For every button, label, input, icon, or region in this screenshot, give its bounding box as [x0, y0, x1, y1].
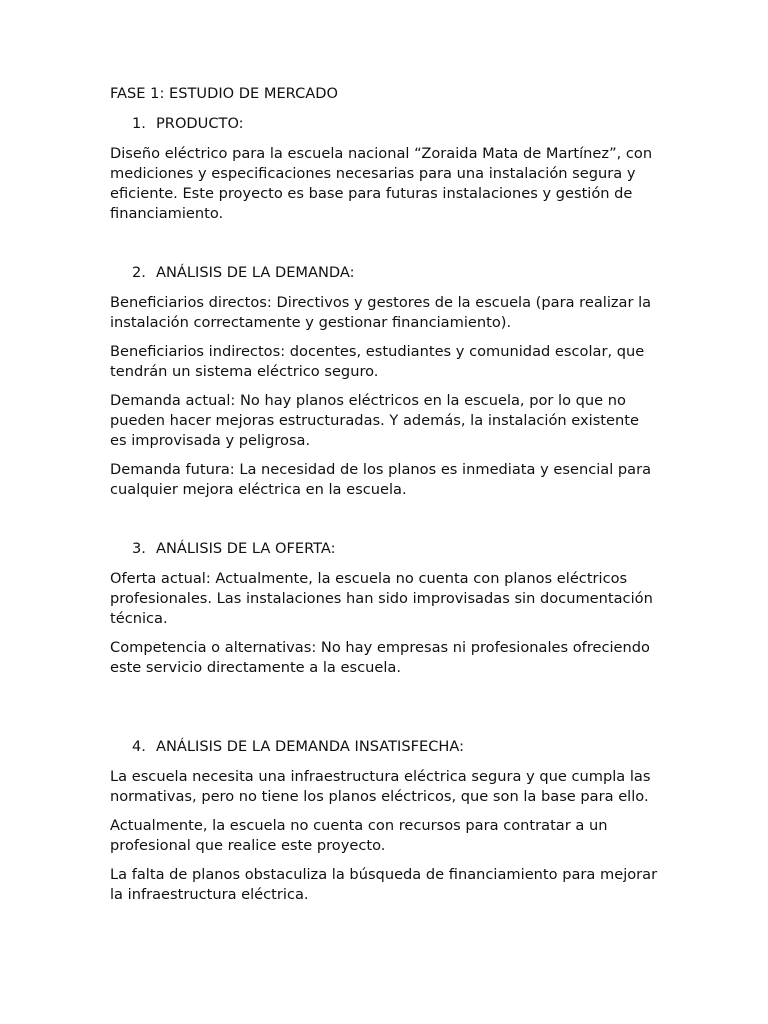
- section-spacer: [110, 687, 658, 737]
- section-heading-text: ANÁLISIS DE LA OFERTA:: [156, 540, 336, 557]
- section-number: 1.: [132, 115, 146, 132]
- document-page: [110, 84, 658, 914]
- section-heading-demanda: [110, 263, 658, 283]
- paragraph: Competencia o alternativas: No hay empresas ni profesionales ofreciendo este servicio directamente a la escuela.: [110, 639, 650, 676]
- section-heading-producto: [110, 114, 658, 134]
- section-heading-oferta: [110, 539, 658, 559]
- section-heading-text: ANÁLISIS DE LA DEMANDA:: [156, 264, 355, 281]
- section-spacer: [110, 233, 658, 263]
- section-heading-text: ANÁLISIS DE LA DEMANDA INSATISFECHA:: [156, 738, 465, 755]
- paragraph: Diseño eléctrico para la escuela nacional “Zoraida Mata de Martínez”, con mediciones y especificaciones necesarias para una instalación segura y eficiente. Este proyecto es base para futuras instalaciones y gestión de financiamiento.: [110, 145, 653, 222]
- paragraph: Demanda actual: No hay planos eléctricos en la escuela, por lo que no pueden hacer mejoras estructuradas. Y además, la instalación existente es improvisada y peligrosa.: [110, 392, 639, 449]
- document-title: FASE 1: ESTUDIO DE MERCADO: [110, 85, 338, 102]
- paragraph: La falta de planos obstaculiza la búsqueda de financiamiento para mejorar la infraestructura eléctrica.: [110, 866, 658, 903]
- paragraph: Demanda futura: La necesidad de los planos es inmediata y esencial para cualquier mejora eléctrica en la escuela.: [110, 461, 652, 498]
- section-number: 4.: [132, 738, 146, 755]
- paragraph: Actualmente, la escuela no cuenta con recursos para contratar a un profesional que realice este proyecto.: [110, 817, 608, 854]
- section-number: 2.: [132, 264, 146, 281]
- section-heading-text: PRODUCTO:: [156, 115, 244, 132]
- paragraph: Beneficiarios indirectos: docentes, estudiantes y comunidad escolar, que tendrán un sistema eléctrico seguro.: [110, 343, 645, 380]
- paragraph: Oferta actual: Actualmente, la escuela no cuenta con planos eléctricos profesionales. Las instalaciones han sido improvisadas sin documentación técnica.: [110, 570, 653, 627]
- paragraph: Beneficiarios directos: Directivos y gestores de la escuela (para realizar la instalación correctamente y gestionar financiamiento).: [110, 294, 652, 331]
- section-heading-demanda-insatisfecha: [110, 737, 658, 757]
- section-number: 3.: [132, 540, 146, 557]
- paragraph: La escuela necesita una infraestructura eléctrica segura y que cumpla las normativas, pero no tiene los planos eléctricos, que son la base para ello.: [110, 768, 651, 805]
- section-spacer: [110, 509, 658, 539]
